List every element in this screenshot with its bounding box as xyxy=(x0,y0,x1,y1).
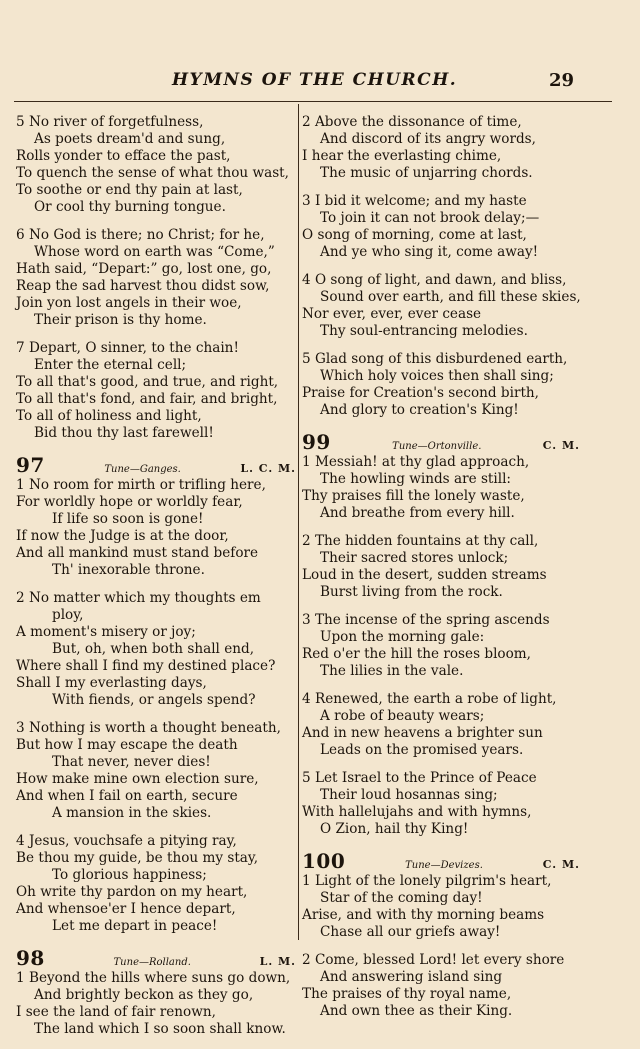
verse xyxy=(16,590,296,709)
hymn-tune: Tune—Rolland. xyxy=(113,957,191,968)
verse-line: But, oh, when both shall end, xyxy=(52,641,255,657)
verse-line: Loud in the desert, sudden streams xyxy=(302,567,547,583)
verse-line: Arise, and with thy morning beams xyxy=(302,907,545,923)
verse xyxy=(302,873,580,941)
verse-line: O Zion, hail thy King! xyxy=(320,821,469,837)
verse-line: Star of the coming day! xyxy=(320,890,483,906)
verse xyxy=(302,272,580,340)
verse-line: 5 Let Israel to the Prince of Peace xyxy=(302,770,537,786)
hymn-tune: Tune—Ganges. xyxy=(104,464,181,475)
hymn-number: 99 xyxy=(302,430,331,454)
verse-line: 1 Light of the lonely pilgrim's heart, xyxy=(302,873,552,889)
verse xyxy=(16,114,296,216)
verse-line: Shall I my everlasting days, xyxy=(16,675,207,691)
verse-line: If life so soon is gone! xyxy=(52,511,204,527)
verse xyxy=(302,952,580,1020)
hymn-number: 100 xyxy=(302,849,346,873)
verse-line: With fiends, or angels spend? xyxy=(52,692,256,708)
verse-line: 3 I bid it welcome; and my haste xyxy=(302,193,527,209)
verse-line: And glory to creation's King! xyxy=(320,402,519,418)
verse-line: Whose word on earth was “Come,” xyxy=(34,244,275,260)
verse-line: Burst living from the rock. xyxy=(320,584,503,600)
verse-line: To all that's good, and true, and right, xyxy=(16,374,279,390)
verse-line: Thy soul-entrancing melodies. xyxy=(320,323,528,339)
verse-line: A moment's misery or joy; xyxy=(16,624,196,640)
verse-line: To quench the sense of what thou wast, xyxy=(16,165,289,181)
verse-line: I see the land of fair renown, xyxy=(16,1004,216,1020)
verse xyxy=(16,720,296,822)
verse-line: Thy praises fill the lonely waste, xyxy=(302,488,525,504)
verse xyxy=(302,454,580,522)
verse xyxy=(16,970,296,1038)
verse xyxy=(302,612,580,680)
right-column xyxy=(302,114,580,1031)
verse-line: To join it can not brook delay;— xyxy=(320,210,540,226)
verse-line: But how I may escape the death xyxy=(16,737,238,753)
verse-line: The praises of thy royal name, xyxy=(302,986,512,1002)
verse xyxy=(16,477,296,579)
hymn-meter: C. M. xyxy=(542,858,580,871)
verse-line: How make mine own election sure, xyxy=(16,771,259,787)
verse-line: 4 O song of light, and dawn, and bliss, xyxy=(302,272,567,288)
verse-line: And answering island sing xyxy=(320,969,503,985)
verse-line: 2 Above the dissonance of time, xyxy=(302,114,522,130)
hymn-number: 98 xyxy=(16,946,45,970)
verse-line: 5 Glad song of this disburdened earth, xyxy=(302,351,568,367)
verse-line: For worldly hope or worldly fear, xyxy=(16,494,243,510)
verse-line: And in new heavens a brighter sun xyxy=(302,725,543,741)
hymn-number: 97 xyxy=(16,453,45,477)
verse-line: 2 The hidden fountains at thy call, xyxy=(302,533,539,549)
verse-line: The howling winds are still: xyxy=(320,471,512,487)
verse-line: Join yon lost angels in their woe, xyxy=(16,295,242,311)
verse xyxy=(302,533,580,601)
verse xyxy=(302,351,580,419)
verse-line: Their sacred stores unlock; xyxy=(320,550,509,566)
verse-line: To all that's fond, and fair, and bright, xyxy=(16,391,278,407)
verse-line: Leads on the promised years. xyxy=(320,742,524,758)
verse-line: Their prison is thy home. xyxy=(34,312,207,328)
header-rule xyxy=(14,101,612,102)
verse-line: Where shall I find my destined place? xyxy=(16,658,276,674)
verse-line: Oh write thy pardon on my heart, xyxy=(16,884,248,900)
verse-line: 1 Beyond the hills where suns go down, xyxy=(16,970,291,986)
verse-line: Or cool thy burning tongue. xyxy=(34,199,226,215)
verse-line: 4 Jesus, vouchsafe a pitying ray, xyxy=(16,833,237,849)
column-divider xyxy=(298,104,299,940)
verse xyxy=(16,227,296,329)
hymn-meter: L. C. M. xyxy=(240,462,296,475)
verse-line: ploy, xyxy=(52,607,84,623)
verse-line: 4 Renewed, the earth a robe of light, xyxy=(302,691,557,707)
verse-line: The music of unjarring chords. xyxy=(320,165,533,181)
verse-line: Sound over earth, and fill these skies, xyxy=(320,289,581,305)
hymn-tune: Tune—Ortonville. xyxy=(392,441,482,452)
hymn-heading xyxy=(302,430,580,452)
hymn-heading xyxy=(16,946,296,968)
verse-line: Praise for Creation's second birth, xyxy=(302,385,539,401)
page-number: 29 xyxy=(549,70,575,91)
verse-line: To soothe or end thy pain at last, xyxy=(16,182,243,198)
verse-line: 6 No God is there; no Christ; for he, xyxy=(16,227,265,243)
verse xyxy=(302,691,580,759)
verse-line: Nor ever, ever, ever cease xyxy=(302,306,482,322)
verse-line: And discord of its angry words, xyxy=(320,131,536,147)
left-column xyxy=(16,114,296,1049)
verse-line: O song of morning, come at last, xyxy=(302,227,527,243)
verse-line: I hear the everlasting chime, xyxy=(302,148,502,164)
verse-line: And ye who sing it, come away! xyxy=(320,244,539,260)
verse-line: Be thou my guide, be thou my stay, xyxy=(16,850,259,866)
verse-line: Upon the morning gale: xyxy=(320,629,485,645)
verse-line: And breathe from every hill. xyxy=(320,505,515,521)
verse-line: And all mankind must stand before xyxy=(16,545,259,561)
hymn-heading xyxy=(302,849,580,871)
verse-line: And own thee as their King. xyxy=(320,1003,513,1019)
verse-line: 2 No matter which my thoughts em xyxy=(16,590,261,606)
verse xyxy=(302,193,580,261)
verse-line: 7 Depart, O sinner, to the chain! xyxy=(16,340,239,356)
verse-line: To all of holiness and light, xyxy=(16,408,202,424)
verse-line: And whensoe'er I hence depart, xyxy=(16,901,236,917)
verse-line: Chase all our griefs away! xyxy=(320,924,501,940)
verse-line: Rolls yonder to efface the past, xyxy=(16,148,231,164)
verse-line: The lilies in the vale. xyxy=(320,663,464,679)
verse-line: Th' inexorable throne. xyxy=(52,562,205,578)
verse-line: Red o'er the hill the roses bloom, xyxy=(302,646,532,662)
verse-line: 1 Messiah! at thy glad approach, xyxy=(302,454,530,470)
verse-line: Enter the eternal cell; xyxy=(34,357,187,373)
verse-line: Let me depart in peace! xyxy=(52,918,218,934)
verse-line: Which holy voices then shall sing; xyxy=(320,368,554,384)
hymn-meter: L. M. xyxy=(259,955,296,968)
verse-line: 5 No river of forgetfulness, xyxy=(16,114,204,130)
verse-line: A mansion in the skies. xyxy=(52,805,212,821)
verse-line: And brightly beckon as they go, xyxy=(34,987,254,1003)
verse xyxy=(16,340,296,442)
verse-line: A robe of beauty wears; xyxy=(320,708,485,724)
hymn-tune: Tune—Devizes. xyxy=(405,860,483,871)
page-header-title: HYMNS OF THE CHURCH. xyxy=(172,70,458,90)
hymn-heading xyxy=(16,453,296,475)
verse-line: 1 No room for mirth or trifling here, xyxy=(16,477,266,493)
verse-line: If now the Judge is at the door, xyxy=(16,528,229,544)
verse xyxy=(302,114,580,182)
verse-line: As poets dream'd and sung, xyxy=(34,131,226,147)
verse xyxy=(16,833,296,935)
verse-line: 3 Nothing is worth a thought beneath, xyxy=(16,720,281,736)
verse-line: Their loud hosannas sing; xyxy=(320,787,498,803)
verse-line: To glorious happiness; xyxy=(52,867,207,883)
verse-line: That never, never dies! xyxy=(52,754,211,770)
verse-line: Bid thou thy last farewell! xyxy=(34,425,214,441)
verse xyxy=(302,770,580,838)
verse-line: 3 The incense of the spring ascends xyxy=(302,612,550,628)
verse-line: 2 Come, blessed Lord! let every shore xyxy=(302,952,565,968)
hymn-meter: C. M. xyxy=(542,439,580,452)
verse-line: And when I fail on earth, secure xyxy=(16,788,238,804)
verse-line: The land which I so soon shall know. xyxy=(34,1021,286,1037)
verse-line: With hallelujahs and with hymns, xyxy=(302,804,532,820)
verse-line: Reap the sad harvest thou didst sow, xyxy=(16,278,270,294)
verse-line: Hath said, “Depart:” go, lost one, go, xyxy=(16,261,272,277)
